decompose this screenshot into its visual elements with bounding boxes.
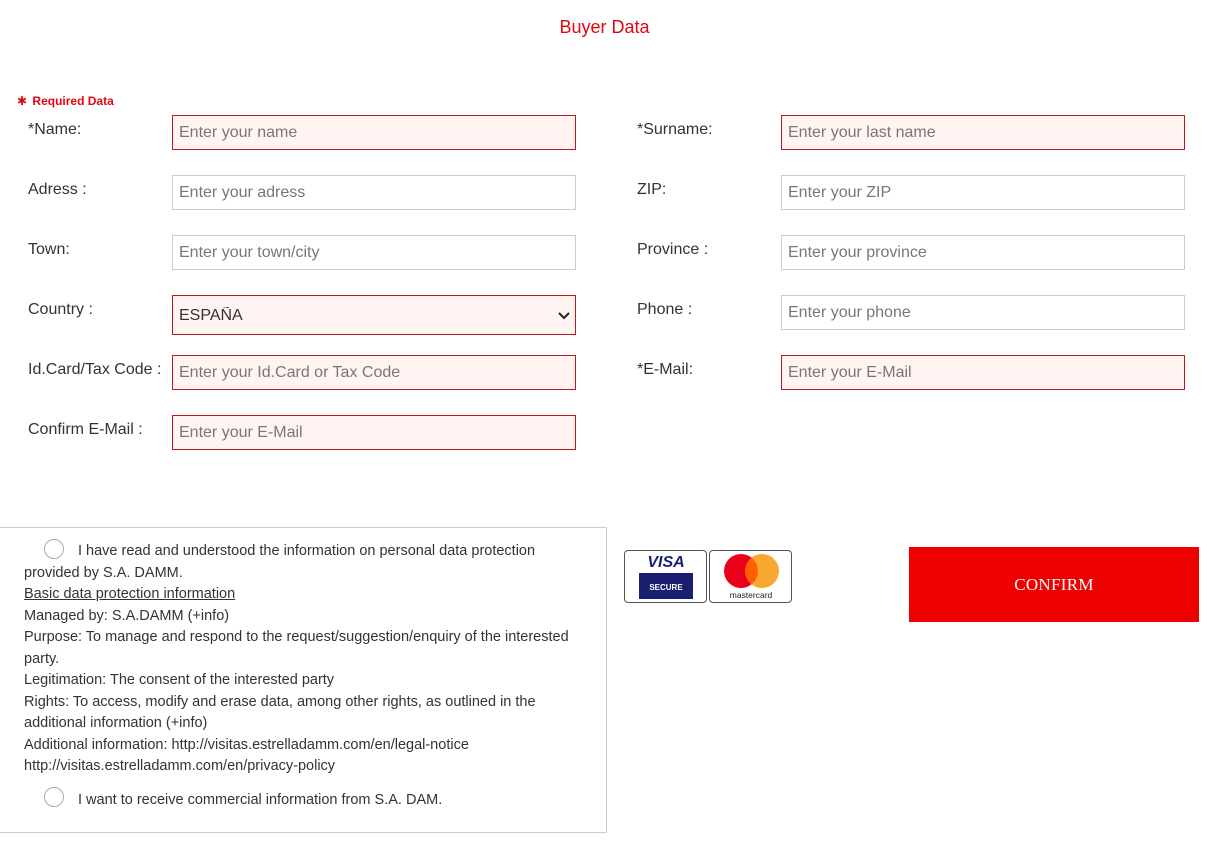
privacy-text — [24, 541, 599, 778]
rights-text: Rights: To access, modify and erase data, among other rights, as outlined in the — [24, 693, 536, 710]
privacy-url-text: http://visitas.estrelladamm.com/en/privacy-policy — [24, 758, 336, 774]
country-label: Country : — [28, 301, 93, 318]
confirm-button[interactable]: CONFIRM — [909, 547, 1199, 622]
additional-info-text: Additional information: http://visitas.estrelladamm.com/en/legal-notice — [24, 736, 469, 753]
province-input[interactable] — [781, 235, 1185, 270]
consent-line: provided by S.A. DAMM. — [24, 564, 183, 581]
basic-info-link[interactable]: Basic data protection information — [24, 586, 236, 602]
email-label: *E-Mail: — [637, 361, 694, 378]
privacy-panel — [0, 527, 607, 833]
phone-input[interactable] — [781, 295, 1185, 330]
legitimation-text: Legitimation: The consent of the interested party — [24, 672, 335, 688]
town-input[interactable] — [172, 235, 576, 270]
consent-line: I have read and understood the information on personal data protection — [78, 543, 536, 559]
idcard-label: Id.Card/Tax Code : — [28, 361, 162, 378]
address-input[interactable] — [172, 175, 576, 210]
purpose-text: Purpose: To manage and respond to the request/suggestion/enquiry of the interested — [24, 629, 569, 645]
page-title: Buyer Data — [559, 17, 650, 37]
surname-input[interactable] — [781, 115, 1185, 150]
visa-icon — [625, 551, 706, 602]
confirm-email-label: Confirm E-Mail : — [28, 421, 143, 438]
idcard-input[interactable] — [172, 355, 576, 390]
name-input[interactable] — [172, 115, 576, 150]
address-label: Adress : — [28, 181, 87, 198]
name-label: *Name: — [28, 121, 82, 138]
required-data-note — [17, 94, 114, 108]
asterisk-icon: ✱ — [17, 94, 28, 108]
mastercard-logo — [709, 550, 792, 603]
visa-secure-word: SECURE — [649, 583, 683, 592]
managed-by-text: Managed by: S.A.DAMM (+info) — [24, 607, 230, 624]
commercial-consent-text: I want to receive commercial information from S.A. DAM. — [78, 792, 443, 808]
mastercard-wordmark: mastercard — [729, 590, 773, 600]
visa-wordmark: VISA — [647, 554, 685, 571]
confirm-email-input[interactable] — [172, 415, 576, 450]
country-select[interactable] — [172, 295, 576, 335]
rights-text: additional information (+info) — [24, 715, 208, 731]
zip-label: ZIP: — [637, 181, 667, 198]
mastercard-icon — [710, 551, 791, 602]
zip-input[interactable] — [781, 175, 1185, 210]
town-label: Town: — [28, 241, 70, 258]
commercial-consent-radio[interactable] — [44, 787, 64, 807]
province-label: Province : — [637, 241, 709, 258]
purpose-text: party. — [24, 650, 60, 667]
visa-secure-logo — [624, 550, 707, 603]
phone-label: Phone : — [637, 301, 693, 318]
email-input[interactable] — [781, 355, 1185, 390]
surname-label: *Surname: — [637, 121, 713, 138]
required-data-text: Required Data — [32, 94, 114, 108]
